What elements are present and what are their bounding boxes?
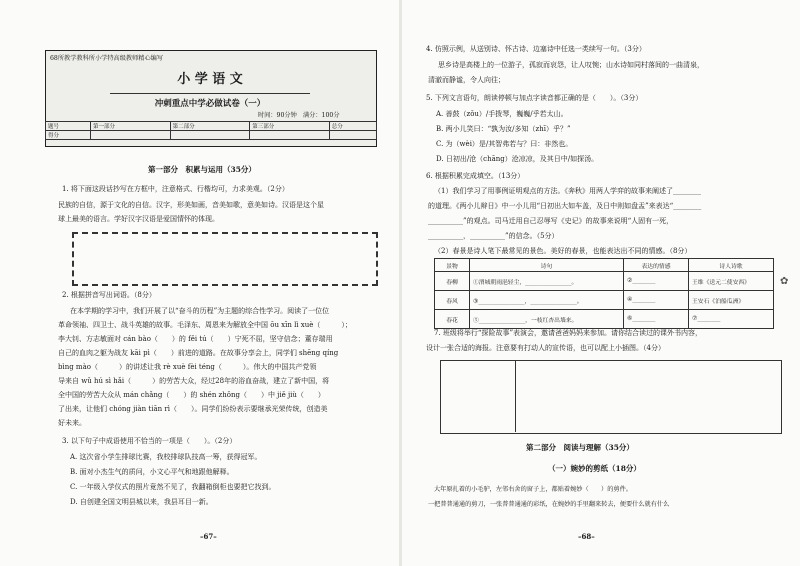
- q5-option: C. 为（wèi）是/其智弗若与？曰：非然也。: [436, 140, 573, 148]
- q2-line: 了出来，让他们 chóng jiàn tiān rì（ ）。同学们纷纷表示要继承光荣传统，创造美: [58, 405, 328, 413]
- poster-box[interactable]: [440, 360, 782, 434]
- poem-cell[interactable]: ①渭城朝雨浥轻尘，________________。: [470, 272, 624, 291]
- page-number-left: –67–: [200, 532, 217, 541]
- q6-line: 的道理。《两小儿辩日》中一小儿用“日初出大如车盖，及日中则如盘盂”来表达“________: [428, 202, 702, 210]
- header-rule: [110, 93, 310, 94]
- score-cell: 第一部分: [91, 122, 171, 131]
- q2-line: 导来自 wǔ hú sì hǎi（ ）的劳苦大众，经过28年的浴血奋战，建立了新中国，将: [58, 377, 330, 385]
- poem-table-header: [435, 259, 774, 272]
- poem-cell: 诗句: [470, 259, 624, 272]
- reading-title: （一）婉妙的剪纸（18分）: [548, 464, 641, 473]
- score-cell: 第三部分: [250, 122, 330, 131]
- poem-cell[interactable]: ②________: [624, 272, 689, 291]
- poem-cell: 王安石《泊船瓜洲》: [689, 291, 774, 310]
- score-cell: [329, 131, 376, 140]
- q6-line: （1）我们学习了用事例证明观点的方法。《奔秋》用两人学弈的故事来阐述了________: [434, 187, 701, 195]
- poem-cell: 诗人诗歌: [689, 259, 774, 272]
- q5-option: D. 日初出/沧（chāng）沧凉凉，及其日中/如探汤。: [436, 155, 599, 163]
- q2-line: 好未来。: [58, 419, 86, 427]
- q3-option: C. 一年级入学仪式的照片竟然不见了，我翻箱倒柜也要把它找到。: [70, 483, 276, 491]
- score-cell: 得分: [46, 131, 91, 140]
- score-cell: 题号: [46, 122, 91, 131]
- q1-line: 球上最美的语言。学好汉字汉语是爱国情怀的体现。: [58, 215, 219, 223]
- poem-cell[interactable]: ⑥________: [624, 310, 689, 329]
- q2-line: 李大钊、方志敏面对 cán bào（ ）的 fěi tú（ ）宁死不屈，坚守信念；董存瑞用: [58, 335, 333, 343]
- q6-line: __________，__________”的信念。（5分）: [428, 232, 559, 240]
- poem-cell: 春风: [435, 291, 470, 310]
- poem-table-row: [435, 272, 774, 291]
- q6-stem: 6. 根据积累完成填空。（13分）: [426, 172, 525, 180]
- q1-writing-box[interactable]: [72, 232, 378, 286]
- q5-option: A. 善鼓（zǒu）/手拨琴，巍巍/乎若太山。: [436, 110, 568, 118]
- q2-stem: 2. 根据拼音写出词语。（8分）: [62, 291, 156, 299]
- q2-line: 全中国的劳苦大众从 mán chǎng（ ）的 shén zhǒng（ ）中 jiě jiù（ ）: [58, 391, 325, 399]
- score-cell: 总分: [329, 122, 376, 131]
- poem-cell[interactable]: ③________________，________________。: [470, 291, 624, 310]
- q3-option: A. 这次省小学生排球比赛，我校排球队技高一筹，获得冠军。: [70, 453, 262, 461]
- score-cell: [170, 131, 250, 140]
- q1-stem: 1. 将下面这段话抄写在方框中，注意格式、行楷均可，力求美观。（2分）: [62, 185, 289, 193]
- header-source: 68所教学教科所小学特高级教师精心编写: [50, 55, 164, 62]
- q4-line: 清澈而静谧，令人向往；: [428, 76, 505, 84]
- right-page: [402, 0, 800, 566]
- score-table: [45, 121, 377, 140]
- q5-option: B. 两小儿笑曰：“孰为汝/多知（zhī）乎？”: [436, 125, 571, 133]
- poster-divider: [515, 360, 516, 432]
- page-number-right: –68–: [578, 532, 595, 541]
- header-title: 冲刺重点中学必做试卷（一）: [154, 99, 266, 109]
- poem-cell[interactable]: ⑦________: [689, 310, 774, 329]
- poem-cell[interactable]: ④________: [624, 291, 689, 310]
- q7-stem: 7. 班级将举行“探险故事”表演会，邀请爸爸妈妈来参加。请你结合读过的课外书内容，: [434, 329, 703, 337]
- q6-line: __________”的观点。司马迁用自己忍辱写《史记》的故事来说明“人固有一死，: [428, 217, 674, 225]
- score-row-values: [46, 131, 377, 140]
- poem-table-row: [435, 291, 774, 310]
- q4-line: 思乡诗是高楼上的一位游子，孤寂而哀怨，让人叹惋；山水诗如同村落间的一曲清泉，: [438, 61, 704, 69]
- q3-option: D. 自创建全国文明县城以来，我县耳目一新。: [70, 498, 213, 506]
- poem-cell: 景物: [435, 259, 470, 272]
- q2-line: 在本学期的学习中，我们开展了以“奋斗的历程”为主题的综合性学习。阅读了一位位: [70, 307, 330, 315]
- score-cell: [250, 131, 330, 140]
- part2-title: 第二部分 阅读与理解（35分）: [526, 443, 634, 452]
- poem-table: [434, 258, 774, 329]
- page-edge-mark-icon: ✿: [780, 276, 789, 287]
- poem-cell: 春柳: [435, 272, 470, 291]
- q7-line: 设计一张合适的海报。注意要有打动人的宣传语，也可以配上小插图。（4分）: [426, 344, 665, 352]
- score-cell: 第二部分: [170, 122, 250, 131]
- q4-stem: 4. 仿照示例，从送别诗、怀古诗、边塞诗中任选一类续写一句。（3分）: [426, 45, 646, 53]
- header-meta: 时间：90分钟 满分：100分: [258, 112, 340, 119]
- q2-line: bìng mào（ ）的讲述让我 rè xuè fèi téng（ ）。伟大的中国共产党领: [58, 363, 317, 371]
- q2-line: 自己的血肉之躯为战友 kāi pì（ ）前进的道路。在故事分享会上，同学们 shēng qíng: [58, 349, 339, 357]
- poem-cell: 春花: [435, 310, 470, 329]
- score-cell: [91, 131, 171, 140]
- q2-line: 革命领袖、四卫士、战斗英雄的故事。毛泽东、周恩来为解放全中国 ōu xīn lì xuè（ ）；: [58, 321, 352, 329]
- part1-title: 第一部分 积累与运用（35分）: [148, 165, 256, 174]
- q6-sub2: （2）春景是诗人笔下最常见的景色。美好的春景，也能表达出不同的情感。（8分）: [434, 247, 692, 255]
- reading-line: 一把普普通通的剪刀，一张普普通通的彩纸，在婉妙的手里翻来转去，便要什么就有什么: [428, 501, 670, 508]
- q3-stem: 3. 以下句子中成语使用不恰当的一项是（ ）。（2分）: [62, 437, 237, 445]
- header-subject: 小 学 语 文: [177, 72, 243, 87]
- q3-option: B. 面对小杰生气的质问，小文心平气和地跟他解释。: [70, 468, 234, 476]
- poem-table-row: [435, 310, 774, 329]
- poem-cell[interactable]: ⑤________________，一枝红杏出墙来。: [470, 310, 624, 329]
- q5-stem: 5. 下列文言语句，朗读停顿与加点字读音都正确的是（ ）。（3分）: [426, 94, 643, 102]
- reading-line: 大年原扎着的小毛驴，左邻右舍的窗子上，都贴着婉妙（ ）的剪件。: [434, 486, 632, 493]
- score-row-header: [46, 122, 377, 131]
- poem-cell: 王维《送元二使安西》: [689, 272, 774, 291]
- poem-cell: 表达的情感: [624, 259, 689, 272]
- q1-line: 民族的自信，源于文化的自信。汉字，形美如画，音美如歌，意美如诗。汉语是这个星: [58, 201, 324, 209]
